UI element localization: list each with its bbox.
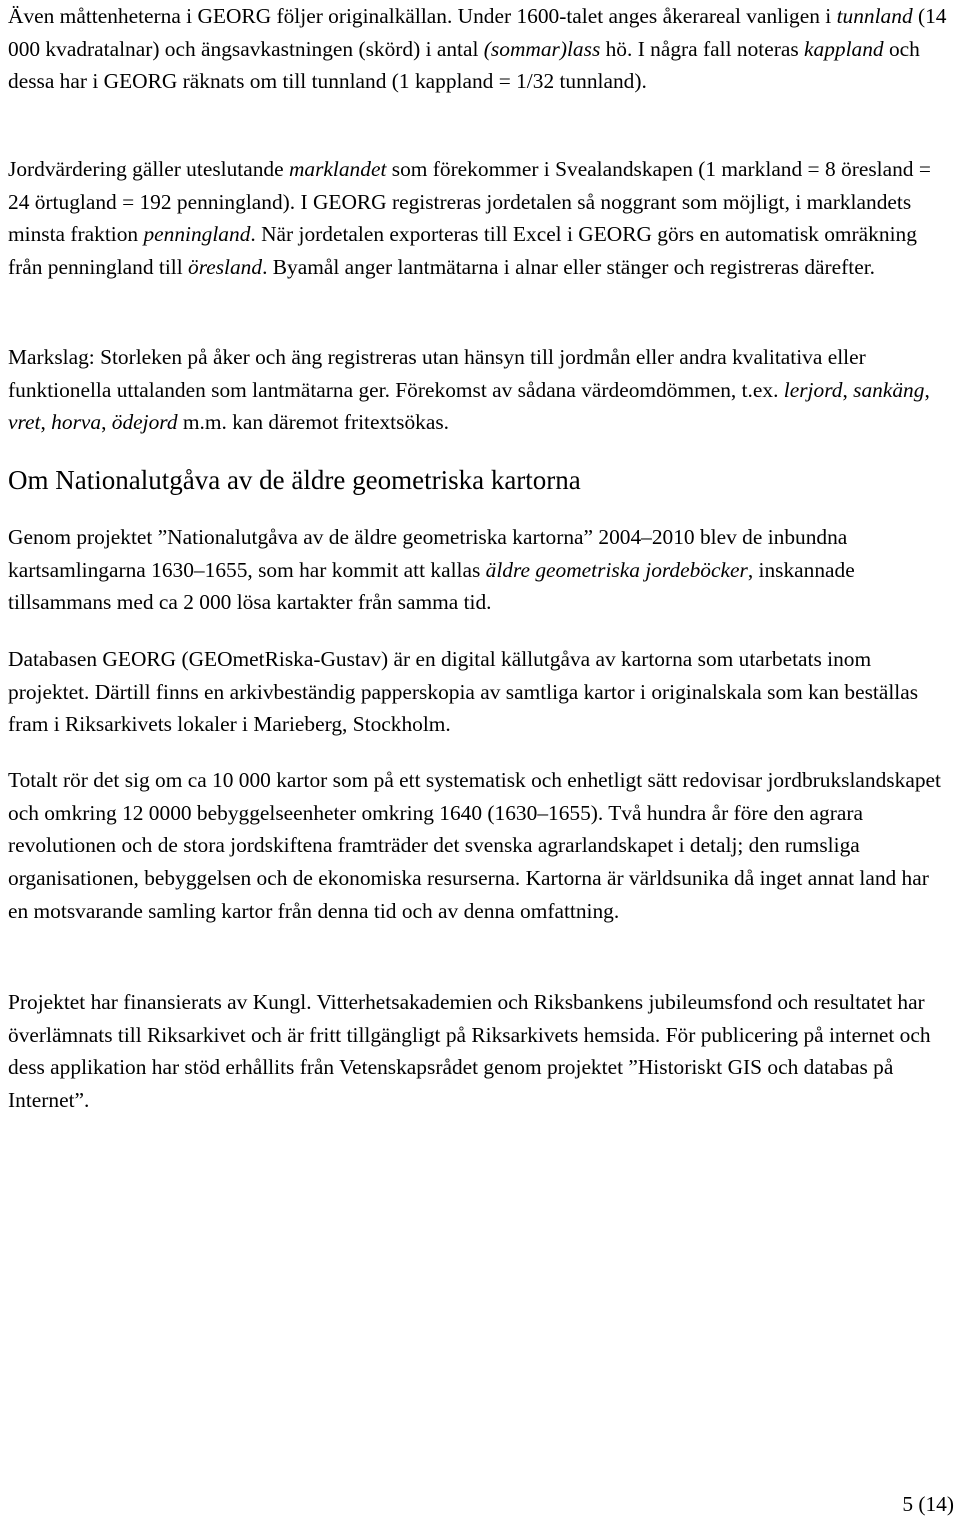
text-run: Totalt rör det sig om ca 10 000 kartor som på ett systematisk och enhetligt sätt redovisar jordbrukslandskapet och omkring 12 0000 bebyggelseenheter omkring 1640 (1630–1655). Två hundra år före den agrara revolutionen och de stora jordskiftena framträder det svenska agrarlandskapet i detalj; den rumsliga organisationen, bebyggelsen och de ekonomiska resurserna. Kartorna är världsunika då inget annat land har en motsvarande samling kartor från denna tid och av denna omfattning. bbox=[8, 768, 941, 923]
italic-term: vret bbox=[8, 410, 41, 435]
text-run: (14 000 kvadratalnar) och ängsavkastningen (skörd) i antal bbox=[8, 4, 947, 61]
italic-term: horva bbox=[51, 410, 102, 435]
italic-term: ödejord bbox=[111, 410, 178, 435]
text-run: Markslag: Storleken på åker och äng registreras utan hänsyn till jordmån eller andra kvalitativa eller funktionella uttalanden som lantmätarna ger. Förekomst av sådana värdeomdömmen, t.ex. bbox=[8, 345, 866, 402]
text-run: Även måttenheterna i GEORG följer originalkällan. Under 1600-talet anges åkerareal vanligen i bbox=[8, 4, 837, 28]
page-number: 5 (14) bbox=[902, 1492, 954, 1516]
text-run: , bbox=[842, 377, 854, 402]
text-run: Projektet har finansierats av Kungl. Vitterhetsakademien och Riksbankens jubileumsfond och resultatet har överlämnats till Riksarkivet och är fritt tillgängligt på Riksarkivets hemsida. För publicering på internet och dess applikation har stöd erhållits från Vetenskapsrådet genom projektet ”Historiskt GIS och databas på Internet”. bbox=[8, 990, 931, 1113]
paragraph-funding bbox=[8, 986, 954, 1117]
text-run: hö. I några fall noteras bbox=[600, 36, 804, 61]
italic-term: tunnland bbox=[836, 4, 913, 28]
italic-term: penningland bbox=[143, 222, 251, 247]
italic-term: öresland bbox=[188, 255, 263, 280]
text-run: . När jordetalen exporteras till Excel i GEORG görs en automatisk omräkning från penningland till bbox=[8, 222, 917, 280]
italic-term: (sommar)lass bbox=[483, 36, 601, 61]
text-run: , bbox=[924, 377, 930, 402]
section-heading: Om Nationalutgåva av de äldre geometriska kartorna bbox=[8, 465, 581, 495]
paragraph-map-collection bbox=[8, 764, 954, 928]
paragraph-database bbox=[8, 643, 954, 741]
italic-term: marklandet bbox=[288, 157, 387, 181]
paragraph-land-valuation bbox=[8, 153, 954, 284]
italic-term: kappland bbox=[804, 36, 884, 61]
text-run: m.m. kan däremot fritextsökas. bbox=[177, 410, 450, 435]
text-run: , bbox=[101, 410, 112, 435]
text-run: Jordvärdering gäller uteslutande bbox=[8, 157, 289, 181]
text-run: som förekommer i Svealandskapen (1 markland = 8 öresland = 24 örtugland = 192 penningland). I GEORG registreras jordetalen så noggrant som möjligt, i marklandets minsta fraktion bbox=[8, 157, 931, 247]
text-run: Databasen GEORG (GEOmetRiska-Gustav) är en digital källutgåva av kartorna som utarbetats inom projektet. Därtill finns en arkivbeständig papperskopia av samtliga kartor i originalskala som kan beställas fram i Riksarkivets lokaler i Marieberg, Stockholm. bbox=[8, 647, 919, 737]
paragraph-land-types bbox=[8, 341, 954, 439]
italic-term: äldre geometriska jordeböcker bbox=[485, 557, 748, 582]
text-run: . Byamål anger lantmätarna i alnar eller stänger och registreras därefter. bbox=[262, 255, 875, 280]
text-run: Genom projektet ”Nationalutgåva av de äldre geometriska kartorna” 2004–2010 blev de inbundna kartsamlingarna 1630–1655, som har kommit att kallas bbox=[8, 525, 848, 582]
italic-term: lerjord bbox=[783, 377, 843, 402]
text-run: , inskannade tillsammans med ca 2 000 lösa kartakter från samma tid. bbox=[8, 557, 855, 615]
text-run: och dessa har i GEORG räknats om till tunnland (1 kappland = 1/32 tunnland). bbox=[8, 36, 920, 94]
italic-term: sankäng bbox=[853, 377, 925, 402]
text-run: , bbox=[40, 410, 52, 435]
paragraph-project-intro bbox=[8, 521, 954, 619]
paragraph-measurement-units bbox=[8, 0, 954, 98]
